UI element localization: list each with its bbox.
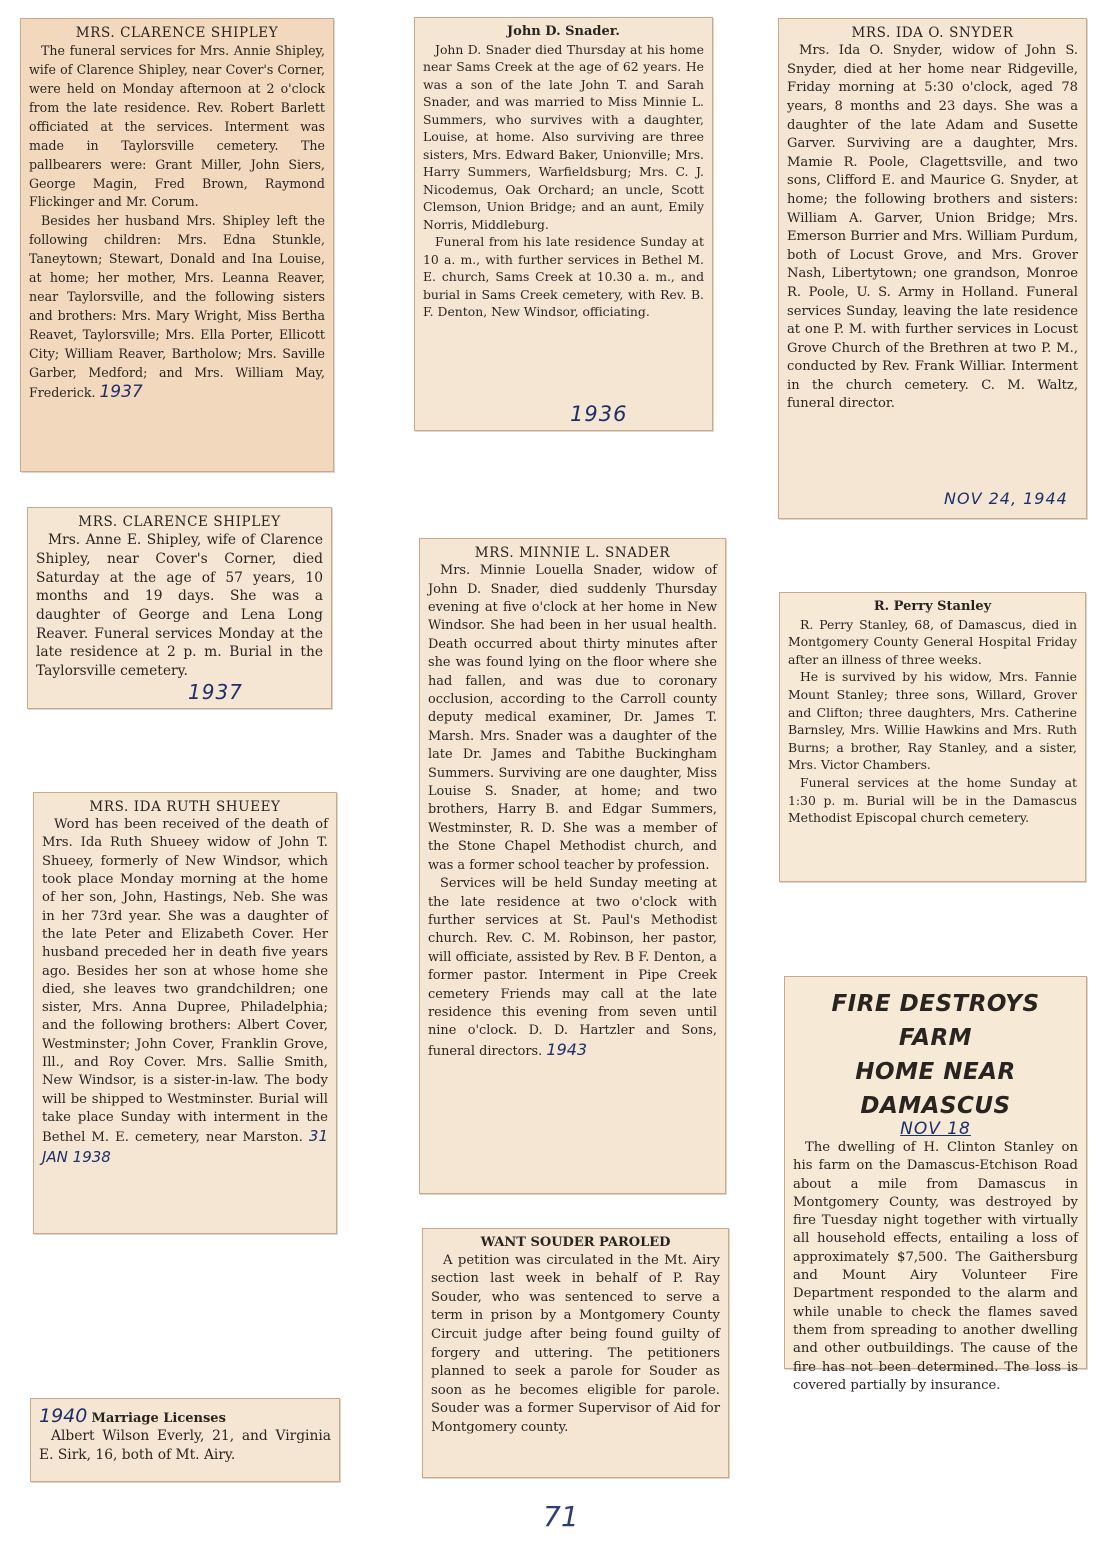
page-number: 71	[543, 1500, 579, 1533]
clipping-text: Albert Wilson Everly, 21, and Virginia E. Sirk, 16, both of Mt. Airy.	[39, 1428, 331, 1463]
clipping-snyder-ida	[778, 18, 1087, 519]
clipping-text: R. Perry Stanley, 68, of Damascus, died in Montgomery County General Hospital Friday after an illness of three weeks.	[788, 616, 1077, 667]
handwritten-date: NOV 24, 1944	[944, 489, 1068, 508]
clipping-text: He is survived by his widow, Mrs. Fannie Mount Stanley; three sons, Willard, Grover and Clifton; three daughters, Mrs. Catherine Barnsley, Mrs. Willie Hawkins and Mrs. Ruth Burns; a brother, Ray Stanley, and a sister, Mrs. Victor Chambers.	[788, 669, 1077, 773]
clipping-text: A petition was circulated in the Mt. Airy section last week in behalf of P. Ray Souder, who was sentenced to serve a term in prison by a Montgomery County Circuit judge after being found guilty of forgery and uttering. The petitioners planned to seek a parole for Souder as soon as he becomes eligible for parole. Souder was a former Supervisor of Aid for Montgomery county.	[431, 1252, 720, 1435]
clipping-headline-line1: FIRE DESTROYS FARM	[831, 991, 1040, 1051]
clipping-fire	[784, 976, 1087, 1393]
clipping-title: MRS. IDA RUTH SHUEEY	[89, 799, 281, 815]
clipping-text-part: Services will be held Sunday meeting at the late residence at two o'clock with further services at St. Paul's Methodist church. Rev. C. M. Robinson, her pastor, will officiate, assisted by Rev. B F. Denton, a former pastor. Interment in Pipe Creek cemetery Friends may call at the late residence this evening from seven until nine o'clock. D. D. Hartzler and Sons, funeral directors.	[428, 876, 717, 1059]
handwritten-year: 1937	[188, 680, 243, 704]
clipping-text: Funeral services at the home Sunday at 1:30 p. m. Burial will be in the Damascus Methodist Episcopal church cemetery.	[788, 774, 1077, 826]
clipping-text	[42, 816, 328, 1168]
clipping-text: Mrs. Ida O. Snyder, widow of John S. Snyder, died at her home near Ridgeville, Friday morning at 5:30 o'clock, aged 78 years, 8 months and 23 days. She was a daughter of the late Adam and Susette Garver. Surviving are a daughter, Mrs. Mamie R. Poole, Clagettsville, and two sons, Clifford E. and Maurice G. Snyder, at home; the following brothers and sisters: William A. Garver, Union Bridge; Mrs. Emerson Burrier and Mrs. William Purdum, both of Locust Grove, and Mrs. Grover Nash, Libertytown; one grandson, Monroe R. Poole, U. S. Army in Holland. Funeral services Sunday, leaving the late residence at one P. M. with further services in Locust Grove Church of the Brethren at two P. M., conducted by Rev. Frank Williar. Interment in the church cemetery. C. M. Waltz, funeral director.	[787, 43, 1078, 412]
handwritten-year: 1943	[546, 1039, 588, 1059]
clipping-text	[428, 875, 717, 1061]
clipping-title: MRS. IDA O. SNYDER	[851, 25, 1014, 41]
clipping-text-part: Besides her husband Mrs. Shipley left the following children: Mrs. Edna Stunkle, Taneytown; Stewart, Donald and Ina Louise, at home; her mother, Mrs. Leanna Reaver, near Taylorsville, and the following sisters and brothers: Mrs. Mary Wright, Miss Bertha Reavet, Taylorsville; Mrs. Ella Porter, Ellicott City; William Reaver, Bartholow; Mrs. Saville Garber, Medford; and Mrs. William May, Frederick.	[29, 213, 325, 400]
clipping-text	[29, 212, 325, 402]
clipping-shipley-death	[27, 507, 332, 709]
clipping-title: R. Perry Stanley	[873, 599, 992, 614]
clipping-marriage	[30, 1398, 340, 1482]
handwritten-date: 31 JAN 1938	[42, 1127, 328, 1166]
clipping-snader-john	[414, 17, 713, 431]
clipping-stanley	[779, 592, 1086, 882]
handwritten-year: 1940	[39, 1405, 88, 1427]
clipping-text: Funeral from his late residence Sunday at 10 a. m., with further services in Bethel M. E. church, Sams Creek at 10.30 a. m., and burial in Sams Creek cemetery, with Rev. B. F. Denton, New Windsor, officiating.	[423, 234, 704, 320]
clipping-heading-row	[39, 1405, 331, 1427]
clipping-shipley-funeral	[20, 18, 334, 472]
clipping-text: The dwelling of H. Clinton Stanley on his farm on the Damascus-Etchison Road about a mile from Damascus in Montgomery County, was destroyed by fire Tuesday night together with virtually all household effects, entailing a loss of approximately $7,500. The Gaithersburg and Mount Airy Volunteer Fire Department responded to the alarm and while unable to check the flames saved them from spreading to another dwelling and other outbuildings. The cause of the fire has not been determined. The loss is covered partially by insurance.	[793, 1140, 1078, 1393]
clipping-title: WANT SOUDER PAROLED	[480, 1235, 671, 1250]
clipping-title: MRS. CLARENCE SHIPLEY	[78, 514, 281, 530]
clipping-title: MRS. CLARENCE SHIPLEY	[75, 25, 279, 41]
handwritten-year: 1936	[570, 402, 628, 426]
clipping-text-part: Word has been received of the death of Mrs. Ida Ruth Shueey widow of John T. Shueey, formerly of New Windsor, which took place Monday morning at the home of her son, John, Hastings, Neb. She was in her 73rd year. She was a daughter of the late Peter and Elizabeth Cover. Her husband preceded her in death five years ago. Besides her son at whose home she died, she leaves two grandchildren; one sister, Mrs. Anna Dupree, Philadelphia; and the following brothers: Albert Cover, Westminster; John Cover, Franklin Grove, Ill., and Roy Cover. Mrs. Sallie Smith, New Windsor, is a sister-in-law. The body will be shipped to Westminster. Burial will take place Sunday with interment in the Bethel M. E. cemetery, near Marston.	[42, 817, 328, 1146]
clipping-shuey	[33, 792, 337, 1234]
clipping-text: John D. Snader died Thursday at his home near Sams Creek at the age of 62 years. He was a son of the late John T. and Sarah Snader, and was married to Miss Minnie L. Summers, who survives with a daughter, Louise, at home. Also surviving are three sisters, Mrs. Edward Baker, Unionville; Mrs. Harry Summers, Warfieldsburg; Mrs. C. J. Nicodemus, Oak Orchard; an uncle, Scott Clemson, Union Bridge; and an aunt, Emily Norris, Middleburg.	[423, 41, 704, 232]
clipping-title: Marriage Licenses	[91, 1411, 226, 1426]
clipping-title: John D. Snader.	[507, 24, 620, 39]
clipping-text: Mrs. Minnie Louella Snader, widow of John D. Snader, died suddenly Thursday evening at five o'clock at her home in New Windsor. She had been in her usual health. Death occurred about thirty minutes after she was found lying on the floor where she had fallen, and was due to coronary occlusion, according to the Carroll county deputy medical examiner, Dr. James T. Marsh. Mrs. Snader was a daughter of the late Dr. James and Tabithe Buckingham Summers. Surviving are one daughter, Miss Louise S. Snader, at home; and two brothers, Harry B. and Edgar Summers, Westminster, R. D. She was a member of the Stone Chapel Methodist church, and was a former school teacher by profession.	[428, 563, 717, 873]
clipping-snader-minnie	[419, 538, 726, 1194]
clipping-headline-line2: HOME NEAR DAMASCUS	[855, 1059, 1016, 1119]
clipping-souder	[422, 1228, 729, 1478]
handwritten-year: 1937	[99, 381, 143, 402]
clipping-text: The funeral services for Mrs. Annie Shipley, wife of Clarence Shipley, near Cover's Corner, were held on Monday afternoon at 2 o'clock from the late residence. Rev. Robert Barlett officiated at the services. Interment was made in Taylorsville cemetery. The pallbearers were: Grant Miller, John Siers, George Magin, Fred Brown, Raymond Flickinger and Mr. Corum.	[29, 43, 325, 210]
handwritten-date: NOV 18	[900, 1119, 971, 1139]
clipping-title: MRS. MINNIE L. SNADER	[474, 545, 671, 561]
clipping-text: Mrs. Anne E. Shipley, wife of Clarence Shipley, near Cover's Corner, died Saturday at the age of 57 years, 10 months and 19 days. She was a daughter of George and Lena Long Reaver. Funeral services Monday at the late residence at 2 p. m. Burial in the Taylorsville cemetery.	[36, 532, 323, 680]
